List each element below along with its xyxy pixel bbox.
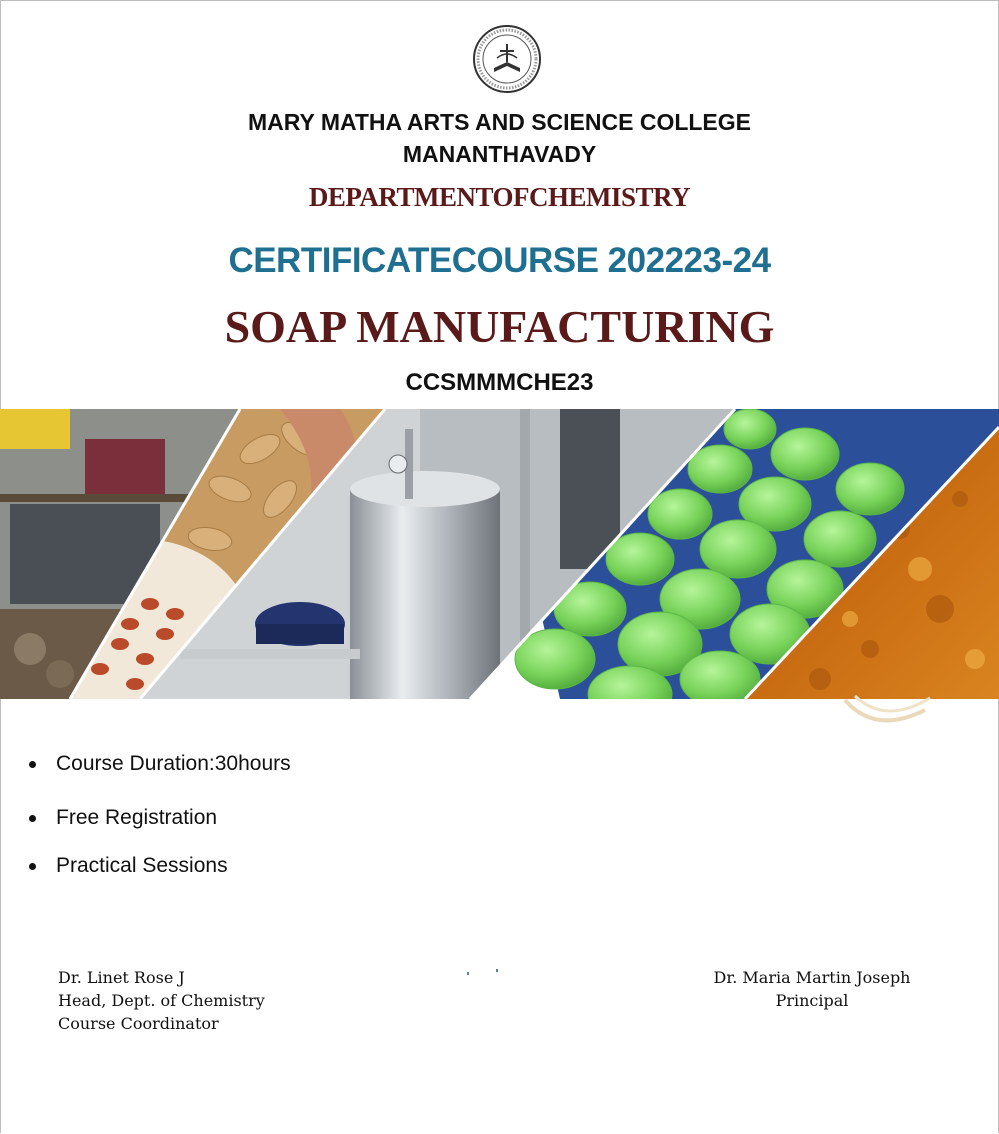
certificate-course-line: CERTIFICATECOURSE 202223-24 <box>228 241 771 280</box>
signatory-right <box>650 966 974 1012</box>
banner-collage <box>0 409 999 699</box>
college-location: MANANTHAVADY <box>402 141 597 167</box>
signatory-left <box>58 966 265 1035</box>
feature-duration: Course Duration:30hours <box>56 752 291 775</box>
signatory-left-role: Head, Dept. of Chemistry <box>58 991 265 1010</box>
bullet-icon <box>29 863 36 870</box>
feature-practical: Practical Sessions <box>56 854 228 877</box>
list-item <box>27 854 291 878</box>
feature-list <box>27 748 291 878</box>
signatory-left-role2: Course Coordinator <box>58 1014 219 1033</box>
bullet-icon <box>29 815 36 822</box>
course-code: CCSMMMCHE23 <box>405 369 594 396</box>
bullet-icon <box>29 761 36 768</box>
stray-mark <box>467 972 469 975</box>
signatory-right-name: Dr. Maria Martin Joseph <box>713 968 911 987</box>
stray-mark <box>496 969 498 972</box>
list-item <box>27 806 291 830</box>
feature-registration: Free Registration <box>56 806 218 829</box>
college-name <box>0 106 999 170</box>
decorative-swirl-icon <box>835 690 945 740</box>
college-name-line: MARY MATHA ARTS AND SCIENCE COLLEGE <box>247 109 752 135</box>
signatory-left-name: Dr. Linet Rose J <box>58 968 185 987</box>
department-title: DEPARTMENTOFCHEMISTRY <box>308 182 691 212</box>
list-item <box>27 752 291 776</box>
signatory-right-role: Principal <box>775 991 849 1010</box>
college-seal-logo <box>472 24 542 94</box>
course-title: SOAP MANUFACTURING <box>224 301 775 352</box>
